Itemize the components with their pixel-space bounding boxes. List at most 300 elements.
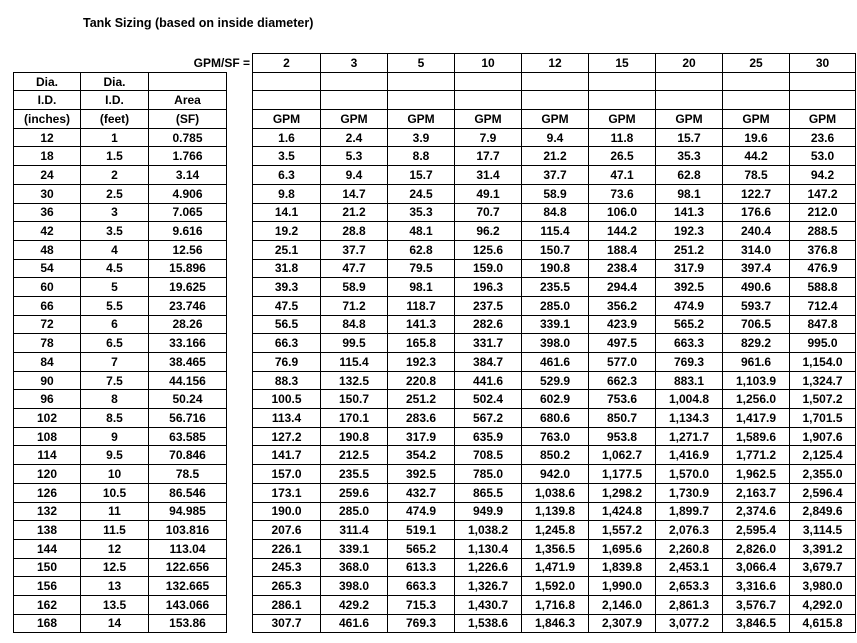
table-cell: 141.7 bbox=[253, 446, 321, 465]
table-cell: 226.1 bbox=[253, 539, 321, 558]
table-cell: 10 bbox=[81, 465, 149, 484]
table-cell: 115.4 bbox=[522, 222, 589, 241]
table-cell: 1,430.7 bbox=[455, 595, 522, 614]
table-cell: 153.86 bbox=[149, 614, 227, 633]
table-cell: 62.8 bbox=[656, 166, 723, 185]
spacer-cell bbox=[227, 521, 253, 540]
table-cell: 339.1 bbox=[522, 315, 589, 334]
table-row bbox=[14, 184, 856, 203]
blank-header-cell bbox=[589, 72, 656, 91]
table-cell: 6.3 bbox=[253, 166, 321, 185]
table-cell: 84 bbox=[14, 353, 81, 372]
table-row bbox=[14, 465, 856, 484]
table-cell: 9.616 bbox=[149, 222, 227, 241]
table-cell: 126 bbox=[14, 483, 81, 502]
table-cell: 476.9 bbox=[790, 259, 856, 278]
table-cell: 150.7 bbox=[321, 390, 388, 409]
table-cell: 60 bbox=[14, 278, 81, 297]
spacer-cell bbox=[227, 147, 253, 166]
table-cell: 314.0 bbox=[723, 240, 790, 259]
table-cell: 2,826.0 bbox=[723, 539, 790, 558]
table-cell: 593.7 bbox=[723, 296, 790, 315]
column-header: I.D. bbox=[81, 91, 149, 110]
blank-header-cell bbox=[656, 91, 723, 110]
table-cell: 37.7 bbox=[522, 166, 589, 185]
column-header: Area bbox=[149, 91, 227, 110]
table-body bbox=[14, 54, 856, 633]
table-cell: 78.5 bbox=[149, 465, 227, 484]
table-cell: 423.9 bbox=[589, 315, 656, 334]
table-cell: 1,256.0 bbox=[723, 390, 790, 409]
blank-header-cell bbox=[656, 72, 723, 91]
table-cell: 76.9 bbox=[253, 353, 321, 372]
table-row bbox=[14, 334, 856, 353]
table-cell: 3,576.7 bbox=[723, 595, 790, 614]
blank-header-cell bbox=[455, 91, 522, 110]
table-cell: 143.066 bbox=[149, 595, 227, 614]
table-cell: 9.8 bbox=[253, 184, 321, 203]
table-cell: 1,771.2 bbox=[723, 446, 790, 465]
table-cell: 1,038.6 bbox=[522, 483, 589, 502]
table-cell: 3.14 bbox=[149, 166, 227, 185]
gpm-unit-label: GPM bbox=[321, 110, 388, 129]
gpm-unit-label: GPM bbox=[656, 110, 723, 129]
table-cell: 1,326.7 bbox=[455, 577, 522, 596]
table-cell: 115.4 bbox=[321, 353, 388, 372]
table-cell: 19.6 bbox=[723, 128, 790, 147]
table-cell: 120 bbox=[14, 465, 81, 484]
blank-header-cell bbox=[790, 91, 856, 110]
table-cell: 663.3 bbox=[656, 334, 723, 353]
table-cell: 763.0 bbox=[522, 427, 589, 446]
table-cell: 461.6 bbox=[522, 353, 589, 372]
table-cell: 192.3 bbox=[656, 222, 723, 241]
table-cell: 13 bbox=[81, 577, 149, 596]
table-cell: 238.4 bbox=[589, 259, 656, 278]
table-cell: 3,679.7 bbox=[790, 558, 856, 577]
header-row-dia bbox=[14, 72, 856, 91]
table-cell: 376.8 bbox=[790, 240, 856, 259]
gpm-unit-label: GPM bbox=[253, 110, 321, 129]
blank-header-cell bbox=[589, 91, 656, 110]
table-row bbox=[14, 240, 856, 259]
table-cell: 1,846.3 bbox=[522, 614, 589, 633]
table-cell: 66 bbox=[14, 296, 81, 315]
table-cell: 78 bbox=[14, 334, 81, 353]
table-cell: 141.3 bbox=[388, 315, 455, 334]
spacer-cell bbox=[227, 614, 253, 633]
gpm-sf-value: 3 bbox=[321, 54, 388, 73]
table-cell: 565.2 bbox=[388, 539, 455, 558]
gpm-unit-label: GPM bbox=[723, 110, 790, 129]
table-cell: 35.3 bbox=[656, 147, 723, 166]
table-cell: 15.896 bbox=[149, 259, 227, 278]
column-header: Dia. bbox=[81, 72, 149, 91]
table-cell: 1,538.6 bbox=[455, 614, 522, 633]
table-cell: 865.5 bbox=[455, 483, 522, 502]
blank-header-cell bbox=[321, 91, 388, 110]
table-cell: 14 bbox=[81, 614, 149, 633]
table-cell: 5.3 bbox=[321, 147, 388, 166]
spacer-cell bbox=[227, 240, 253, 259]
table-cell: 1,589.6 bbox=[723, 427, 790, 446]
table-cell: 47.7 bbox=[321, 259, 388, 278]
spacer-cell bbox=[227, 577, 253, 596]
table-row bbox=[14, 371, 856, 390]
table-cell: 3.9 bbox=[388, 128, 455, 147]
table-cell: 156 bbox=[14, 577, 81, 596]
table-cell: 712.4 bbox=[790, 296, 856, 315]
table-cell: 2 bbox=[81, 166, 149, 185]
table-cell: 190.0 bbox=[253, 502, 321, 521]
table-row bbox=[14, 390, 856, 409]
table-cell: 2,595.4 bbox=[723, 521, 790, 540]
table-cell: 190.8 bbox=[522, 259, 589, 278]
table-cell: 11.8 bbox=[589, 128, 656, 147]
table-cell: 942.0 bbox=[522, 465, 589, 484]
table-row bbox=[14, 483, 856, 502]
spacer-cell bbox=[227, 128, 253, 147]
table-cell: 49.1 bbox=[455, 184, 522, 203]
table-cell: 26.5 bbox=[589, 147, 656, 166]
table-cell: 33.166 bbox=[149, 334, 227, 353]
table-cell: 317.9 bbox=[656, 259, 723, 278]
gpm-sf-value: 25 bbox=[723, 54, 790, 73]
table-row bbox=[14, 353, 856, 372]
table-cell: 368.0 bbox=[321, 558, 388, 577]
table-cell: 168 bbox=[14, 614, 81, 633]
header-row-id bbox=[14, 91, 856, 110]
table-cell: 1,324.7 bbox=[790, 371, 856, 390]
table-cell: 850.7 bbox=[589, 409, 656, 428]
table-cell: 3,077.2 bbox=[656, 614, 723, 633]
table-row bbox=[14, 128, 856, 147]
table-cell: 36 bbox=[14, 203, 81, 222]
table-cell: 392.5 bbox=[388, 465, 455, 484]
table-cell: 11 bbox=[81, 502, 149, 521]
table-cell: 63.585 bbox=[149, 427, 227, 446]
blank-header-cell bbox=[321, 72, 388, 91]
table-cell: 212.5 bbox=[321, 446, 388, 465]
table-cell: 1.5 bbox=[81, 147, 149, 166]
spacer-cell bbox=[227, 184, 253, 203]
table-cell: 2,146.0 bbox=[589, 595, 656, 614]
gpm-unit-label: GPM bbox=[388, 110, 455, 129]
table-cell: 21.2 bbox=[321, 203, 388, 222]
table-cell: 953.8 bbox=[589, 427, 656, 446]
table-cell: 237.5 bbox=[455, 296, 522, 315]
spacer-cell bbox=[227, 558, 253, 577]
table-cell: 220.8 bbox=[388, 371, 455, 390]
table-cell: 7 bbox=[81, 353, 149, 372]
table-row bbox=[14, 595, 856, 614]
table-cell: 88.3 bbox=[253, 371, 321, 390]
table-cell: 98.1 bbox=[388, 278, 455, 297]
table-cell: 212.0 bbox=[790, 203, 856, 222]
table-cell: 285.0 bbox=[522, 296, 589, 315]
blank-header-cell bbox=[253, 72, 321, 91]
table-cell: 7.9 bbox=[455, 128, 522, 147]
table-cell: 9 bbox=[81, 427, 149, 446]
table-row bbox=[14, 427, 856, 446]
table-cell: 150 bbox=[14, 558, 81, 577]
table-cell: 2,374.6 bbox=[723, 502, 790, 521]
table-row bbox=[14, 203, 856, 222]
table-cell: 103.816 bbox=[149, 521, 227, 540]
table-cell: 1,417.9 bbox=[723, 409, 790, 428]
table-cell: 251.2 bbox=[656, 240, 723, 259]
table-cell: 9.4 bbox=[522, 128, 589, 147]
table-cell: 3.5 bbox=[253, 147, 321, 166]
table-cell: 1,424.8 bbox=[589, 502, 656, 521]
table-cell: 94.2 bbox=[790, 166, 856, 185]
table-cell: 10.5 bbox=[81, 483, 149, 502]
table-cell: 502.4 bbox=[455, 390, 522, 409]
table-cell: 113.4 bbox=[253, 409, 321, 428]
table-cell: 196.3 bbox=[455, 278, 522, 297]
table-cell: 497.5 bbox=[589, 334, 656, 353]
table-cell: 47.1 bbox=[589, 166, 656, 185]
table-cell: 48 bbox=[14, 240, 81, 259]
table-cell: 147.2 bbox=[790, 184, 856, 203]
column-header: (SF) bbox=[149, 110, 227, 129]
table-cell: 6 bbox=[81, 315, 149, 334]
spacer-cell bbox=[227, 334, 253, 353]
table-row bbox=[14, 502, 856, 521]
gpm-sf-value: 30 bbox=[790, 54, 856, 73]
table-cell: 565.2 bbox=[656, 315, 723, 334]
blank-header-cell bbox=[723, 91, 790, 110]
table-cell: 114 bbox=[14, 446, 81, 465]
table-cell: 251.2 bbox=[388, 390, 455, 409]
table-cell: 356.2 bbox=[589, 296, 656, 315]
table-row bbox=[14, 521, 856, 540]
column-header bbox=[149, 72, 227, 91]
table-cell: 28.26 bbox=[149, 315, 227, 334]
table-cell: 2,125.4 bbox=[790, 446, 856, 465]
table-cell: 662.3 bbox=[589, 371, 656, 390]
table-cell: 5.5 bbox=[81, 296, 149, 315]
table-cell: 5 bbox=[81, 278, 149, 297]
table-cell: 1,907.6 bbox=[790, 427, 856, 446]
table-cell: 3,114.5 bbox=[790, 521, 856, 540]
spacer-cell bbox=[227, 539, 253, 558]
table-cell: 2,861.3 bbox=[656, 595, 723, 614]
table-cell: 461.6 bbox=[321, 614, 388, 633]
spacer-cell bbox=[227, 390, 253, 409]
table-row bbox=[14, 409, 856, 428]
table-cell: 3,391.2 bbox=[790, 539, 856, 558]
table-row bbox=[14, 614, 856, 633]
table-cell: 663.3 bbox=[388, 577, 455, 596]
table-cell: 567.2 bbox=[455, 409, 522, 428]
table-cell: 245.3 bbox=[253, 558, 321, 577]
table-row bbox=[14, 446, 856, 465]
table-cell: 1,899.7 bbox=[656, 502, 723, 521]
table-cell: 53.0 bbox=[790, 147, 856, 166]
table-cell: 14.7 bbox=[321, 184, 388, 203]
table-cell: 47.5 bbox=[253, 296, 321, 315]
table-cell: 23.746 bbox=[149, 296, 227, 315]
table-cell: 286.1 bbox=[253, 595, 321, 614]
table-cell: 21.2 bbox=[522, 147, 589, 166]
table-cell: 42 bbox=[14, 222, 81, 241]
table-cell: 54 bbox=[14, 259, 81, 278]
table-cell: 56.5 bbox=[253, 315, 321, 334]
table-cell: 144.2 bbox=[589, 222, 656, 241]
table-cell: 490.6 bbox=[723, 278, 790, 297]
table-cell: 6.5 bbox=[81, 334, 149, 353]
table-cell: 70.846 bbox=[149, 446, 227, 465]
table-cell: 1,139.8 bbox=[522, 502, 589, 521]
table-cell: 1,004.8 bbox=[656, 390, 723, 409]
table-cell: 397.4 bbox=[723, 259, 790, 278]
table-cell: 4,292.0 bbox=[790, 595, 856, 614]
table-cell: 847.8 bbox=[790, 315, 856, 334]
blank-cell bbox=[14, 54, 149, 73]
table-cell: 2,453.1 bbox=[656, 558, 723, 577]
table-cell: 127.2 bbox=[253, 427, 321, 446]
blank-header-cell bbox=[455, 72, 522, 91]
table-cell: 311.4 bbox=[321, 521, 388, 540]
spacer-cell bbox=[227, 278, 253, 297]
table-cell: 529.9 bbox=[522, 371, 589, 390]
table-cell: 35.3 bbox=[388, 203, 455, 222]
table-cell: 8.8 bbox=[388, 147, 455, 166]
table-cell: 392.5 bbox=[656, 278, 723, 297]
table-cell: 1,695.6 bbox=[589, 539, 656, 558]
table-cell: 4.906 bbox=[149, 184, 227, 203]
column-header: I.D. bbox=[14, 91, 81, 110]
table-cell: 13.5 bbox=[81, 595, 149, 614]
table-cell: 680.6 bbox=[522, 409, 589, 428]
table-cell: 94.985 bbox=[149, 502, 227, 521]
table-cell: 66.3 bbox=[253, 334, 321, 353]
table-cell: 1,130.4 bbox=[455, 539, 522, 558]
table-cell: 176.6 bbox=[723, 203, 790, 222]
table-cell: 883.1 bbox=[656, 371, 723, 390]
table-cell: 2,355.0 bbox=[790, 465, 856, 484]
blank-header-cell bbox=[388, 72, 455, 91]
table-cell: 850.2 bbox=[522, 446, 589, 465]
table-cell: 1,245.8 bbox=[522, 521, 589, 540]
table-cell: 12 bbox=[81, 539, 149, 558]
table-cell: 1,471.9 bbox=[522, 558, 589, 577]
table-cell: 4.5 bbox=[81, 259, 149, 278]
table-cell: 4,615.8 bbox=[790, 614, 856, 633]
gpm-sf-value: 15 bbox=[589, 54, 656, 73]
table-cell: 474.9 bbox=[656, 296, 723, 315]
gpm-unit-label: GPM bbox=[522, 110, 589, 129]
table-cell: 1 bbox=[81, 128, 149, 147]
table-cell: 24.5 bbox=[388, 184, 455, 203]
table-cell: 235.5 bbox=[321, 465, 388, 484]
table-cell: 23.6 bbox=[790, 128, 856, 147]
table-cell: 48.1 bbox=[388, 222, 455, 241]
table-cell: 192.3 bbox=[388, 353, 455, 372]
spacer-cell bbox=[227, 222, 253, 241]
table-cell: 1,134.3 bbox=[656, 409, 723, 428]
table-cell: 577.0 bbox=[589, 353, 656, 372]
table-cell: 1,701.5 bbox=[790, 409, 856, 428]
table-cell: 31.4 bbox=[455, 166, 522, 185]
spacer-cell bbox=[227, 296, 253, 315]
gpm-sf-row bbox=[14, 54, 856, 73]
table-cell: 1,226.6 bbox=[455, 558, 522, 577]
table-cell: 72 bbox=[14, 315, 81, 334]
gpm-sf-value: 12 bbox=[522, 54, 589, 73]
spacer-cell bbox=[227, 502, 253, 521]
table-cell: 398.0 bbox=[522, 334, 589, 353]
spacer-cell bbox=[227, 371, 253, 390]
blank-header-cell bbox=[253, 91, 321, 110]
table-cell: 25.1 bbox=[253, 240, 321, 259]
table-cell: 138 bbox=[14, 521, 81, 540]
table-cell: 50.24 bbox=[149, 390, 227, 409]
table-cell: 17.7 bbox=[455, 147, 522, 166]
table-cell: 188.4 bbox=[589, 240, 656, 259]
table-cell: 1,271.7 bbox=[656, 427, 723, 446]
table-cell: 56.716 bbox=[149, 409, 227, 428]
gpm-sf-value: 20 bbox=[656, 54, 723, 73]
table-cell: 949.9 bbox=[455, 502, 522, 521]
table-row bbox=[14, 558, 856, 577]
table-cell: 70.7 bbox=[455, 203, 522, 222]
table-cell: 141.3 bbox=[656, 203, 723, 222]
table-cell: 132.5 bbox=[321, 371, 388, 390]
spacer-cell bbox=[227, 72, 253, 91]
table-cell: 44.156 bbox=[149, 371, 227, 390]
table-cell: 1,557.2 bbox=[589, 521, 656, 540]
table-cell: 259.6 bbox=[321, 483, 388, 502]
table-cell: 159.0 bbox=[455, 259, 522, 278]
table-cell: 100.5 bbox=[253, 390, 321, 409]
spacer-cell bbox=[227, 465, 253, 484]
table-cell: 170.1 bbox=[321, 409, 388, 428]
table-cell: 96.2 bbox=[455, 222, 522, 241]
table-cell: 162 bbox=[14, 595, 81, 614]
table-cell: 1.6 bbox=[253, 128, 321, 147]
table-cell: 3.5 bbox=[81, 222, 149, 241]
table-cell: 2,260.8 bbox=[656, 539, 723, 558]
table-cell: 240.4 bbox=[723, 222, 790, 241]
table-cell: 769.3 bbox=[388, 614, 455, 633]
table-cell: 1,356.5 bbox=[522, 539, 589, 558]
table-cell: 2.5 bbox=[81, 184, 149, 203]
table-cell: 24 bbox=[14, 166, 81, 185]
table-cell: 235.5 bbox=[522, 278, 589, 297]
blank-header-cell bbox=[790, 72, 856, 91]
spacer-cell bbox=[227, 315, 253, 334]
table-cell: 2,596.4 bbox=[790, 483, 856, 502]
spacer-cell bbox=[227, 91, 253, 110]
gpm-sf-value: 5 bbox=[388, 54, 455, 73]
table-cell: 190.8 bbox=[321, 427, 388, 446]
table-cell: 432.7 bbox=[388, 483, 455, 502]
table-row bbox=[14, 315, 856, 334]
table-cell: 8 bbox=[81, 390, 149, 409]
column-header: Dia. bbox=[14, 72, 81, 91]
table-cell: 0.785 bbox=[149, 128, 227, 147]
table-cell: 1,038.2 bbox=[455, 521, 522, 540]
table-cell: 331.7 bbox=[455, 334, 522, 353]
table-cell: 132 bbox=[14, 502, 81, 521]
table-cell: 2,849.6 bbox=[790, 502, 856, 521]
table-cell: 3,846.5 bbox=[723, 614, 790, 633]
table-row bbox=[14, 166, 856, 185]
table-cell: 157.0 bbox=[253, 465, 321, 484]
blank-header-cell bbox=[522, 91, 589, 110]
